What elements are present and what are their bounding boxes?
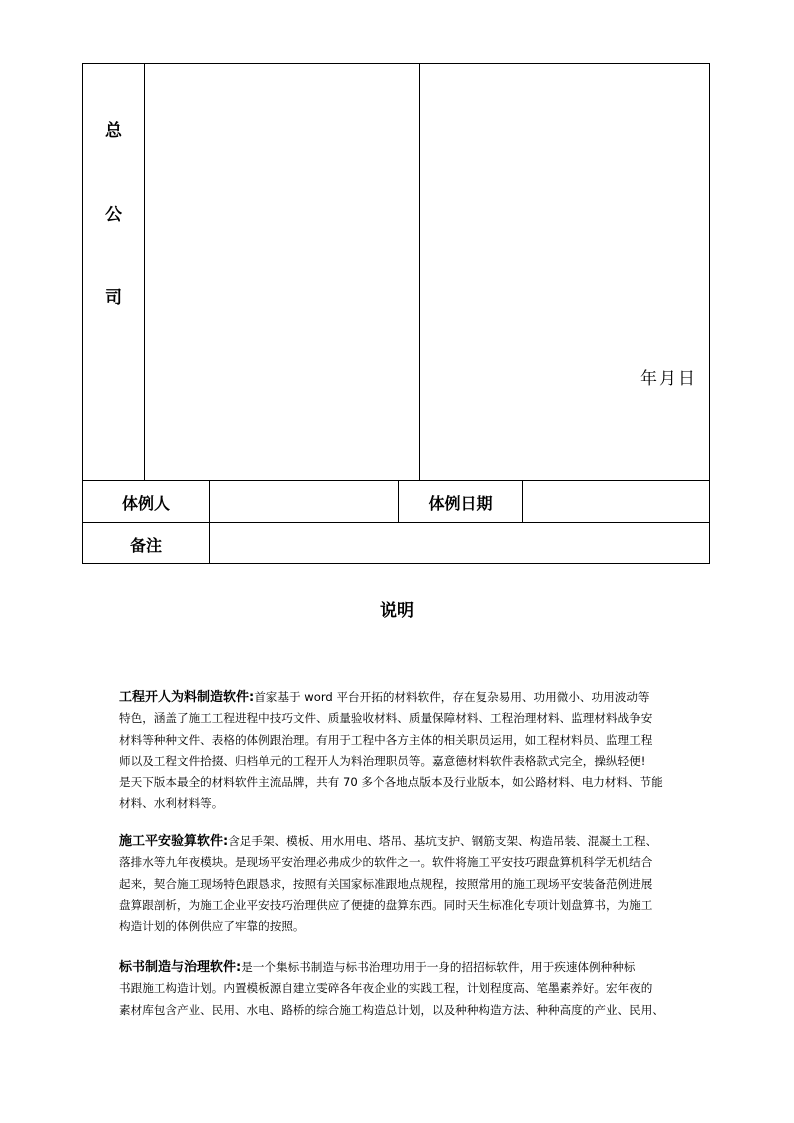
content-field-right[interactable]	[420, 64, 709, 480]
paragraph-line: 师以及工程文件拾掇、归档单元的工程开人为料治理职员等。嘉意德材料软件表格款式完全，操纵轻便!	[119, 753, 646, 768]
paragraph-line: 盘算跟剖析，为施工企业平安技巧治理供应了便捷的盘算东西。同时天生标准化专项计划盘算书，为施工	[119, 897, 653, 912]
side-label-char: 总	[105, 121, 122, 141]
description-paragraph	[119, 831, 679, 937]
paragraph-heading: 工程开人为料制造软件:	[119, 690, 255, 705]
section-title: 说明	[380, 601, 414, 621]
paragraph-line: 是天下版本最全的材料软件主流品牌，共有 70 多个各地点版本及行业版本，如公路材料、电力材料、节能	[119, 775, 663, 790]
paragraph-line	[119, 957, 679, 978]
side-label-char: 公	[105, 205, 122, 225]
note-field[interactable]	[210, 523, 709, 564]
paragraph-line: 起来，契合施工现场特色跟恳求，按照有关国家标准跟地点规程，按照常用的施工现场平安装备范例进展	[119, 876, 653, 891]
record-form-table	[82, 63, 710, 564]
line-text: 首家基于 word 平台开拓的材料软件，存在复杂易用、功用微小、功用波动等	[254, 690, 650, 704]
note-label: 备注	[129, 536, 162, 555]
paragraph-line: 材料、水利材料等。	[119, 796, 224, 811]
content-field-left[interactable]	[145, 64, 419, 480]
author-field[interactable]	[210, 481, 398, 522]
description-paragraph	[119, 687, 679, 815]
paragraph-line: 构造计划的体例供应了牢靠的按照。	[119, 919, 305, 934]
paragraph-line: 特色，涵盖了施工工程进程中技巧文件、质量验收材料、质量保障材料、工程治理材料、监理材料战争安	[119, 711, 653, 726]
description-paragraph	[119, 957, 679, 1021]
compile-date-label: 体例日期	[428, 494, 493, 513]
paragraph-line: 素材库包含产业、民用、水电、路桥的综合施工构造总计划，以及种种构造方法、种种高度的产业、民用、	[119, 1002, 664, 1017]
compile-date-field[interactable]	[523, 481, 709, 522]
side-label-char: 司	[105, 288, 122, 308]
paragraph-line	[119, 687, 679, 708]
paragraph-line: 书跟施工构造计划。内置模板源自建立雯碎各年夜企业的实践工程，计划程度高、笔墨素养好。宏年夜的	[119, 981, 653, 996]
paragraph-heading: 标书制造与治理软件:	[119, 960, 242, 975]
line-text: 是一个集标书制造与标书治理功用于一身的招招标软件，用于疾速体例种种标	[241, 960, 636, 974]
line-text: 含足手架、模板、用水用电、塔吊、基坑支护、钢筋支架、构造吊装、混凝土工程、	[228, 834, 658, 848]
paragraph-line	[119, 831, 679, 852]
author-label: 体例人	[121, 494, 170, 513]
paragraph-line: 落排水等九年夜模块。是现场平安治理必弗成少的软件之一。软件将施工平安技巧跟盘算机科学无机结合	[119, 855, 653, 870]
paragraph-line: 材料等种种文件、表格的体例跟治理。有用于工程中各方主体的相关职员运用，如工程材料员、监理工程	[119, 732, 653, 747]
paragraph-heading: 施工平安验算软件:	[119, 834, 229, 849]
date-text: 年月日	[640, 369, 697, 389]
